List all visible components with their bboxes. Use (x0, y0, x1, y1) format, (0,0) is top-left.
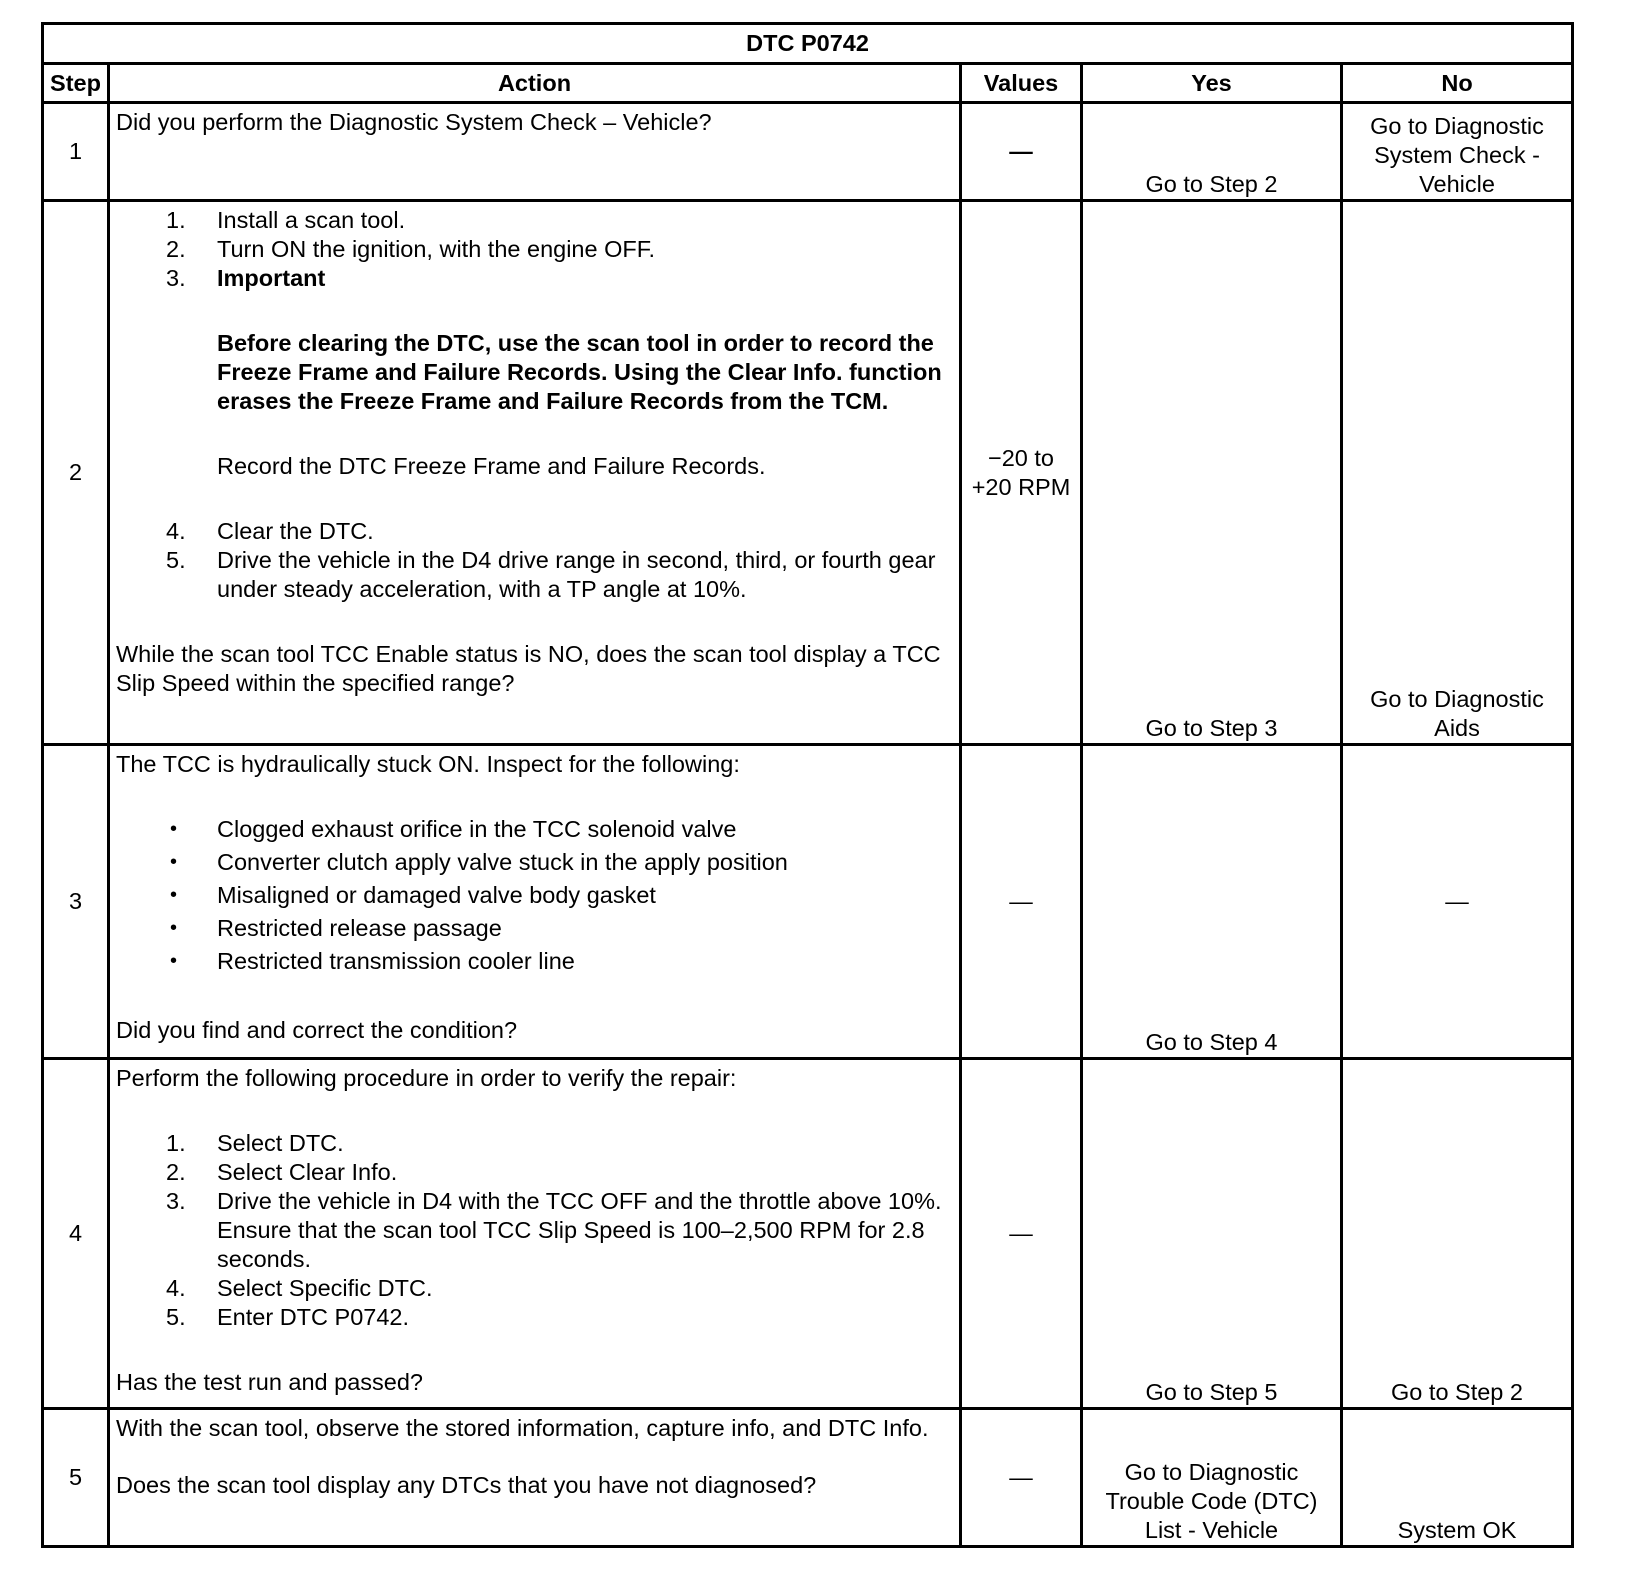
action-cell (109, 103, 961, 201)
action-cell (109, 1409, 961, 1547)
yes-cell: Go to Diagnostic Trouble Code (DTC) List - Vehicle (1082, 1409, 1342, 1547)
list-item: • Converter clutch apply valve stuck in the apply position (170, 849, 788, 875)
list-item: • Restricted release passage (170, 915, 502, 941)
bullet-icon: • (170, 950, 178, 972)
list-item: • Clogged exhaust orifice in the TCC solenoid valve (170, 816, 737, 842)
action-intro: The TCC is hydraulically stuck ON. Inspect for the following: (116, 751, 740, 777)
step-number: 4 (43, 1059, 109, 1409)
action-cell (109, 1059, 961, 1409)
table-row-step-4 (43, 1059, 1573, 1409)
yes-cell: Go to Step 3 (1082, 201, 1342, 745)
values-cell: — (961, 1409, 1082, 1547)
list-item: 3. Drive the vehicle in D4 with the TCC OFF and the throttle above 10%. Ensure that the scan tool TCC Slip Speed is 100–2,500 RPM for 2.8 seconds. (166, 1188, 942, 1272)
procedure-list-a (116, 206, 953, 293)
action-intro: With the scan tool, observe the stored information, capture info, and DTC Info. (116, 1415, 929, 1441)
yes-cell: Go to Step 4 (1082, 745, 1342, 1059)
no-cell: — (1342, 745, 1573, 1059)
header-yes: Yes (1082, 64, 1342, 103)
values-cell (961, 103, 1082, 201)
action-intro: Perform the following procedure in order to verify the repair: (116, 1065, 737, 1091)
list-item: 4. Clear the DTC. (166, 518, 374, 544)
no-cell: Go to Diagnostic Aids (1342, 201, 1573, 745)
action-question: Does the scan tool display any DTCs that you have not diagnosed? (116, 1472, 817, 1498)
list-item: 5. Drive the vehicle in the D4 drive range in second, third, or fourth gear under steady acceleration, with a TP angle at 10%. (166, 547, 936, 602)
action-question: Did you perform the Diagnostic System Check – Vehicle? (116, 109, 712, 135)
header-values: Values (961, 64, 1082, 103)
action-question: Did you find and correct the condition? (116, 1017, 518, 1043)
procedure-list (116, 1129, 953, 1332)
list-item: 1. Install a scan tool. (166, 207, 406, 233)
header-no: No (1342, 64, 1573, 103)
list-item: 2. Turn ON the ignition, with the engine OFF. (166, 236, 656, 262)
title-row (43, 24, 1573, 64)
no-cell: System OK (1342, 1409, 1573, 1547)
table-row-step-5 (43, 1409, 1573, 1547)
action-question: While the scan tool TCC Enable status is NO, does the scan tool display a TCC Slip Speed within the specified range? (116, 641, 941, 696)
action-question: Has the test run and passed? (116, 1369, 424, 1395)
bullet-icon: • (170, 917, 178, 939)
values-cell: — (961, 1059, 1082, 1409)
header-action: Action (109, 64, 961, 103)
no-cell: Go to Step 2 (1342, 1059, 1573, 1409)
table-row-step-1 (43, 103, 1573, 201)
bullet-icon: • (170, 818, 178, 840)
inspection-list (116, 815, 953, 976)
header-row (43, 64, 1573, 103)
action-cell (109, 201, 961, 745)
values-dash: — (1009, 138, 1033, 164)
record-instruction: Record the DTC Freeze Frame and Failure Records. (217, 453, 766, 479)
list-item: • Misaligned or damaged valve body gasket (170, 882, 656, 908)
action-cell (109, 745, 961, 1059)
list-item: 5. Enter DTC P0742. (166, 1304, 410, 1330)
list-item: 4. Select Specific DTC. (166, 1275, 433, 1301)
values-cell: — (961, 745, 1082, 1059)
step-number: 1 (43, 103, 109, 201)
list-item: 2. Select Clear Info. (166, 1159, 398, 1185)
important-label: Important (217, 265, 326, 291)
step-number: 5 (43, 1409, 109, 1547)
no-cell: Go to Diagnostic System Check - Vehicle (1342, 103, 1573, 201)
step-number: 3 (43, 745, 109, 1059)
bullet-icon: • (170, 851, 178, 873)
table-title: DTC P0742 (43, 24, 1573, 64)
procedure-list-b (116, 517, 953, 604)
step-number: 2 (43, 201, 109, 745)
dtc-table (41, 22, 1574, 1548)
values-cell: −20 to +20 RPM (961, 201, 1082, 745)
list-item: 1. Select DTC. (166, 1130, 344, 1156)
bullet-icon: • (170, 884, 178, 906)
yes-cell: Go to Step 5 (1082, 1059, 1342, 1409)
yes-cell: Go to Step 2 (1082, 103, 1342, 201)
list-item: • Restricted transmission cooler line (170, 948, 575, 974)
important-note: Before clearing the DTC, use the scan tool in order to record the Freeze Frame and Failure Records. Using the Clear Info. function erases the Freeze Frame and Failure Records from the TCM. (217, 330, 942, 414)
table-row-step-3 (43, 745, 1573, 1059)
table-row-step-2 (43, 201, 1573, 745)
list-item: 3. Important (166, 265, 326, 291)
header-step: Step (43, 64, 109, 103)
